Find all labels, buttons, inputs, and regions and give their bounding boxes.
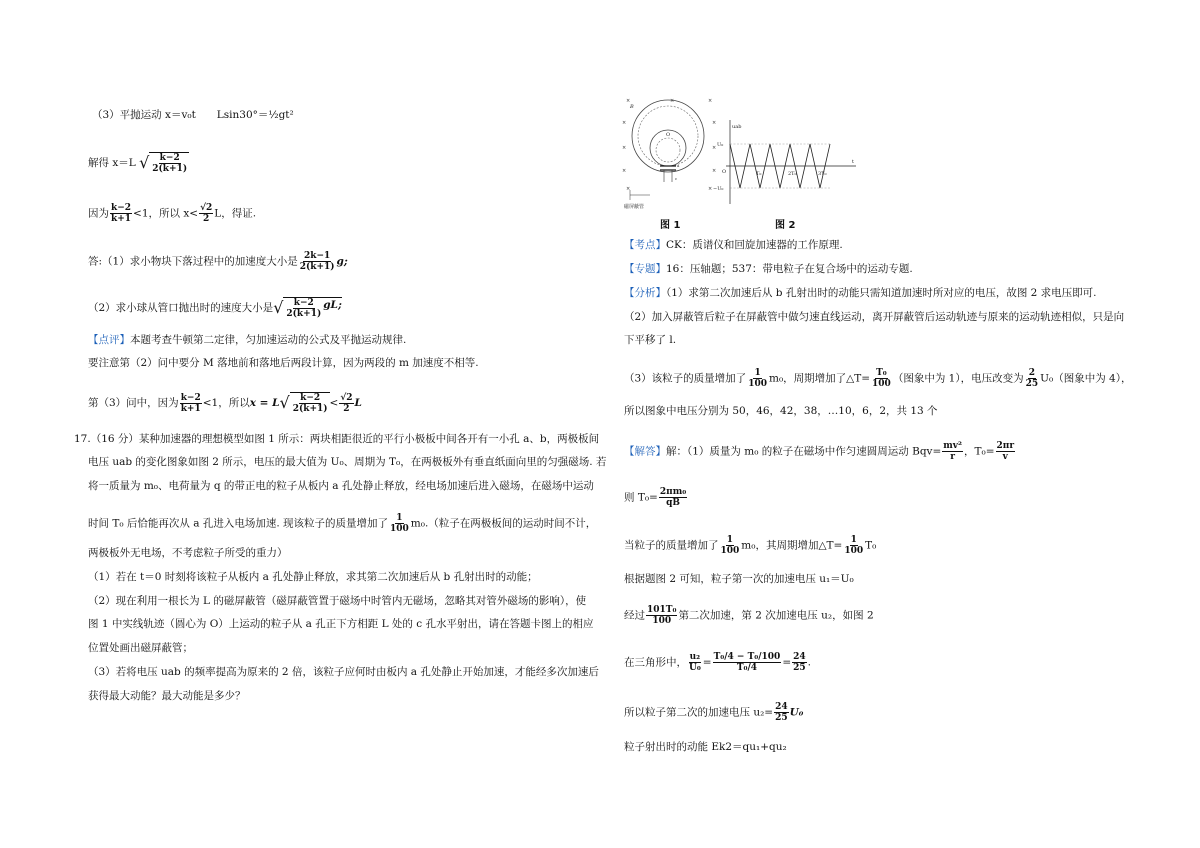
svg-text:×: × [626, 98, 631, 104]
line-jieda-1 [624, 441, 1016, 462]
q17-line-6: （1）若在 t＝0 时刻将该粒子从板内 a 孔处静止释放，求其第二次加速后从 b 孔射出时的动能； [88, 571, 538, 583]
text: 解得 x＝L [88, 157, 136, 169]
denominator: U₀ [689, 663, 701, 673]
text: m₀，周期增加了△T= [768, 372, 871, 385]
svg-text:×: × [712, 120, 717, 126]
text: 时间 T₀ 后恰能再次从 a 孔进入电场加速. 现该粒子的质量增加了 [88, 517, 388, 530]
figure-2-label-u0: U₀ [717, 142, 724, 148]
denominator: 2(k+1) [286, 309, 322, 319]
numerator: 1 [396, 513, 403, 523]
numerator: u₂ [689, 652, 701, 662]
figure-2-label-origin: O [722, 169, 727, 175]
text: g; [336, 255, 348, 268]
denominator: v [1002, 452, 1008, 462]
numerator: 2πm₀ [659, 487, 687, 497]
denominator: 25 [1025, 379, 1039, 389]
text: m₀，其周期增加△T= [741, 539, 843, 552]
denominator: 2 [203, 214, 210, 224]
fraction [792, 652, 807, 673]
numerator: √2 [200, 203, 213, 213]
fraction [688, 652, 702, 673]
fraction [199, 203, 213, 224]
line-fenxi-4 [624, 368, 1131, 389]
fraction [1025, 368, 1040, 389]
text: （1）求第二次加速后从 b 孔射出时的动能只需知道加速时所对应的电压，故图 2 求电压即可. [666, 287, 1097, 299]
denominator: 2(k+1) [299, 262, 335, 272]
line-flat-throw: （3）平抛运动 x＝v₀t Lsin30°＝½gt² [92, 109, 294, 121]
sqrt-expr: √ $\frac{k-2}{2(k+1)}$ gL; [273, 298, 342, 319]
denominator: 100 [390, 524, 409, 534]
svg-text:×: × [712, 145, 717, 151]
svg-text:×: × [622, 120, 627, 126]
denominator: 100 [652, 616, 672, 626]
text: 本题考查牛顿第二定律，匀加速运动的公式及平抛运动规律. [130, 334, 407, 346]
line-jieda-6 [624, 652, 811, 673]
figure-1-label-a: a [677, 163, 680, 168]
text: （2）求小球从管口抛出时的速度大小是 [88, 302, 274, 314]
svg-text:×: × [712, 168, 717, 174]
numerator: k−2 [111, 203, 132, 213]
comment-tag: 【点评】 [88, 334, 130, 346]
fraction [843, 535, 864, 556]
line-jieda-8: 粒子射出时的动能 Ek2＝qu₁+qu₂ [624, 741, 787, 753]
text: （图象中为 1），电压改变为 [892, 372, 1024, 385]
figure-2-label-uab: uab [732, 124, 742, 130]
figure-2-label-3t0: 3T₀ [818, 171, 827, 177]
kaodian-tag: 【考点】 [624, 239, 666, 251]
text: CK：质谱仪和回旋加速器的工作原理. [666, 239, 843, 251]
text: 16：压轴题；537：带电粒子在复合场中的运动专题. [666, 263, 913, 275]
line-jieda-3 [624, 535, 876, 556]
q17-line-9: 位置处画出磁屏蔽管； [88, 642, 193, 654]
text: 当粒子的质量增加了 [624, 539, 719, 552]
fraction [747, 368, 768, 389]
zhuanti-tag: 【专题】 [624, 263, 666, 275]
q17-line-3: 将一质量为 m₀、电荷量为 q 的带正电的粒子从板内 a 孔处静止释放，经电场加速后进入磁场，在磁场中运动 [88, 480, 594, 492]
figure-1-label-b: B [630, 104, 634, 110]
q17-line-4 [88, 513, 596, 534]
numerator: 1 [726, 535, 734, 545]
text: 第二次加速，第 2 次加速电压 u₂，如图 2 [678, 609, 874, 622]
svg-text:×: × [622, 168, 627, 174]
line-jieda-5 [624, 605, 874, 626]
fraction [180, 393, 202, 414]
jieda-tag: 【解答】 [624, 445, 666, 458]
denominator: r [950, 452, 955, 462]
line-fenxi-5: 所以图象中电压分别为 50，46，42，38，…10，6，2，共 13 个 [624, 405, 938, 417]
fraction [713, 652, 782, 673]
svg-text:×: × [708, 98, 713, 104]
denominator: 25 [775, 713, 788, 723]
text: <1，所以 [202, 397, 250, 409]
figure-1-accelerator [620, 94, 720, 212]
fraction [774, 702, 789, 723]
q17-line-5: 两极板外无电场，不考虑粒子所受的重力） [88, 547, 288, 559]
denominator: k+1 [111, 214, 132, 224]
q17-line-8: 图 1 中实线轨迹（圆心为 O）上运动的粒子从 a 孔正下方相距 L 处的 c 孔水平射出，请在答题卡图上的相应 [88, 618, 594, 630]
q17-line-1: 17.（16 分）某种加速器的理想模型如图 1 所示：两块相距很近的平行小极板中间各开有一小孔 a、b，两极板间 [74, 433, 600, 445]
numerator: T₀/4 − T₀/100 [713, 652, 781, 662]
line-answer-1 [88, 251, 348, 272]
text: = [782, 656, 792, 669]
line-jieda-7 [624, 702, 803, 723]
svg-text:×: × [626, 186, 631, 192]
text: <1，所以 x< [133, 207, 199, 220]
denominator: 25 [793, 663, 806, 673]
line-comment [88, 333, 406, 347]
fraction [646, 605, 677, 626]
numerator: 1 [754, 368, 761, 378]
svg-text:×: × [670, 98, 675, 104]
denominator: 100 [748, 379, 767, 389]
text: . [807, 656, 812, 669]
text: 所以粒子第二次的加速电压 u₂= [624, 706, 774, 719]
svg-text:×: × [708, 186, 713, 192]
figure-1-label-shield: 磁屏蔽管 [624, 204, 645, 210]
denominator: T₀/4 [736, 663, 758, 673]
fenxi-tag: 【分析】 [624, 287, 666, 299]
line-answer-2 [88, 297, 342, 319]
sqrt-expr: √ $\frac{k-2}{2(k+1)}$ [139, 153, 188, 174]
figure-2-caption: 图 2 [775, 220, 796, 231]
figure-1-label-c: c [675, 176, 678, 181]
text: m₀.（粒子在两极板间的运动时间不计， [410, 517, 597, 530]
fraction [942, 441, 963, 462]
sqrt-expr: √ $\frac{k-2}{2(k+1)}$ [279, 393, 328, 414]
denominator: 2 [343, 403, 350, 414]
text: 经过 [624, 609, 645, 622]
denominator: 2(k+1) [152, 164, 188, 174]
fraction [299, 251, 336, 272]
fraction [871, 368, 892, 389]
numerator: k−2 [293, 298, 314, 308]
text: 第（3）问中，因为 [88, 397, 179, 409]
numerator: 1 [850, 535, 857, 545]
text: U₀ [789, 706, 804, 719]
denominator: 100 [720, 546, 740, 556]
numerator: k−2 [159, 153, 180, 163]
text: ，T₀= [963, 445, 995, 458]
figure-1-label-o: O [666, 132, 671, 138]
fraction [720, 535, 741, 556]
denominator: 100 [872, 379, 891, 389]
q17-line-10: （3）若将电压 uab 的频率提高为原来的 2 倍，该粒子应何时由板内 a 孔处静止开始加速，才能经多次加速后 [88, 666, 599, 678]
numerator: k−2 [300, 393, 321, 403]
numerator: 24 [793, 652, 806, 662]
line-because [88, 203, 256, 224]
line-part3 [88, 392, 362, 414]
numerator: k−2 [180, 392, 201, 403]
q17-line-11: 获得最大动能？最大动能是多少？ [88, 690, 246, 702]
text: 因为 [88, 207, 109, 220]
numerator: mv² [943, 441, 962, 451]
text: 答:（1）求小物块下落过程中的加速度大小是 [88, 255, 298, 268]
text: 则 T₀= [624, 491, 658, 504]
numerator: 101T₀ [647, 605, 677, 615]
numerator: 2πr [996, 441, 1015, 451]
line-kaodian [624, 238, 843, 252]
text: U₀（图象中为 4）， [1040, 372, 1132, 385]
figure-2-label-minus-u0: −U₀ [713, 186, 724, 192]
text: = [702, 656, 712, 669]
fraction [389, 513, 410, 534]
fraction [659, 487, 687, 508]
denominator: qB [666, 498, 680, 508]
line-fenxi-3: 下平移了 l. [624, 334, 677, 346]
q17-line-7: （2）现在利用一根长为 L 的磁屏蔽管（磁屏蔽管置于磁场中时管内无磁场，忽略其对管外磁场的影响），使 [88, 595, 587, 607]
text: < [329, 397, 339, 409]
fraction [996, 441, 1016, 462]
text: gL; [323, 299, 342, 311]
line-solve-x [88, 152, 189, 174]
line-fenxi-2: （2）加入屏蔽管后粒子在屏蔽管中做匀速直线运动，离开屏蔽管后运动轨迹与原来的运动轨迹相似，只是向 [624, 311, 1125, 323]
text: 解：（1）质量为 m₀ 的粒子在磁场中作匀速圆周运动 Bqv= [666, 445, 942, 458]
numerator: 2 [1028, 368, 1035, 378]
numerator: √2 [340, 392, 353, 403]
text: 在三角形中， [624, 656, 687, 669]
line-jieda-4: 根据题图 2 可知，粒子第一次的加速电压 u₁＝U₀ [624, 573, 854, 585]
denominator: 100 [844, 546, 864, 556]
denominator: 2(k+1) [292, 404, 328, 414]
figure-2-label-t0: T₀ [756, 171, 762, 177]
figure-2-label-t: t [852, 159, 855, 165]
line-jieda-2 [624, 487, 688, 508]
figure-2-label-2t0: 2T₀ [788, 171, 797, 177]
q17-line-2: 电压 uab 的变化图象如图 2 所示，电压的最大值为 U₀、周期为 T₀，在两极板外有垂直纸面向里的匀强磁场. 若 [88, 456, 607, 468]
fraction [339, 393, 353, 414]
figure-1-caption: 图 1 [660, 220, 681, 231]
fraction [110, 203, 132, 224]
numerator: 24 [775, 702, 788, 712]
text: T₀ [865, 539, 877, 552]
text: （3）该粒子的质量增加了 [624, 372, 747, 385]
svg-text:×: × [622, 145, 627, 151]
line-fenxi [624, 286, 1097, 300]
text: x = L [249, 397, 280, 409]
numerator: T₀ [876, 368, 887, 378]
text: L [354, 397, 362, 409]
line-note: 要注意第（2）问中要分 M 落地前和落地后两段计算，因为两段的 m 加速度不相等. [88, 357, 479, 369]
text: L，得证. [214, 207, 257, 220]
numerator: 2k−1 [303, 251, 331, 261]
figure-2-voltage-graph [712, 118, 860, 206]
denominator: k+1 [180, 403, 201, 414]
line-zhuanti [624, 262, 913, 276]
